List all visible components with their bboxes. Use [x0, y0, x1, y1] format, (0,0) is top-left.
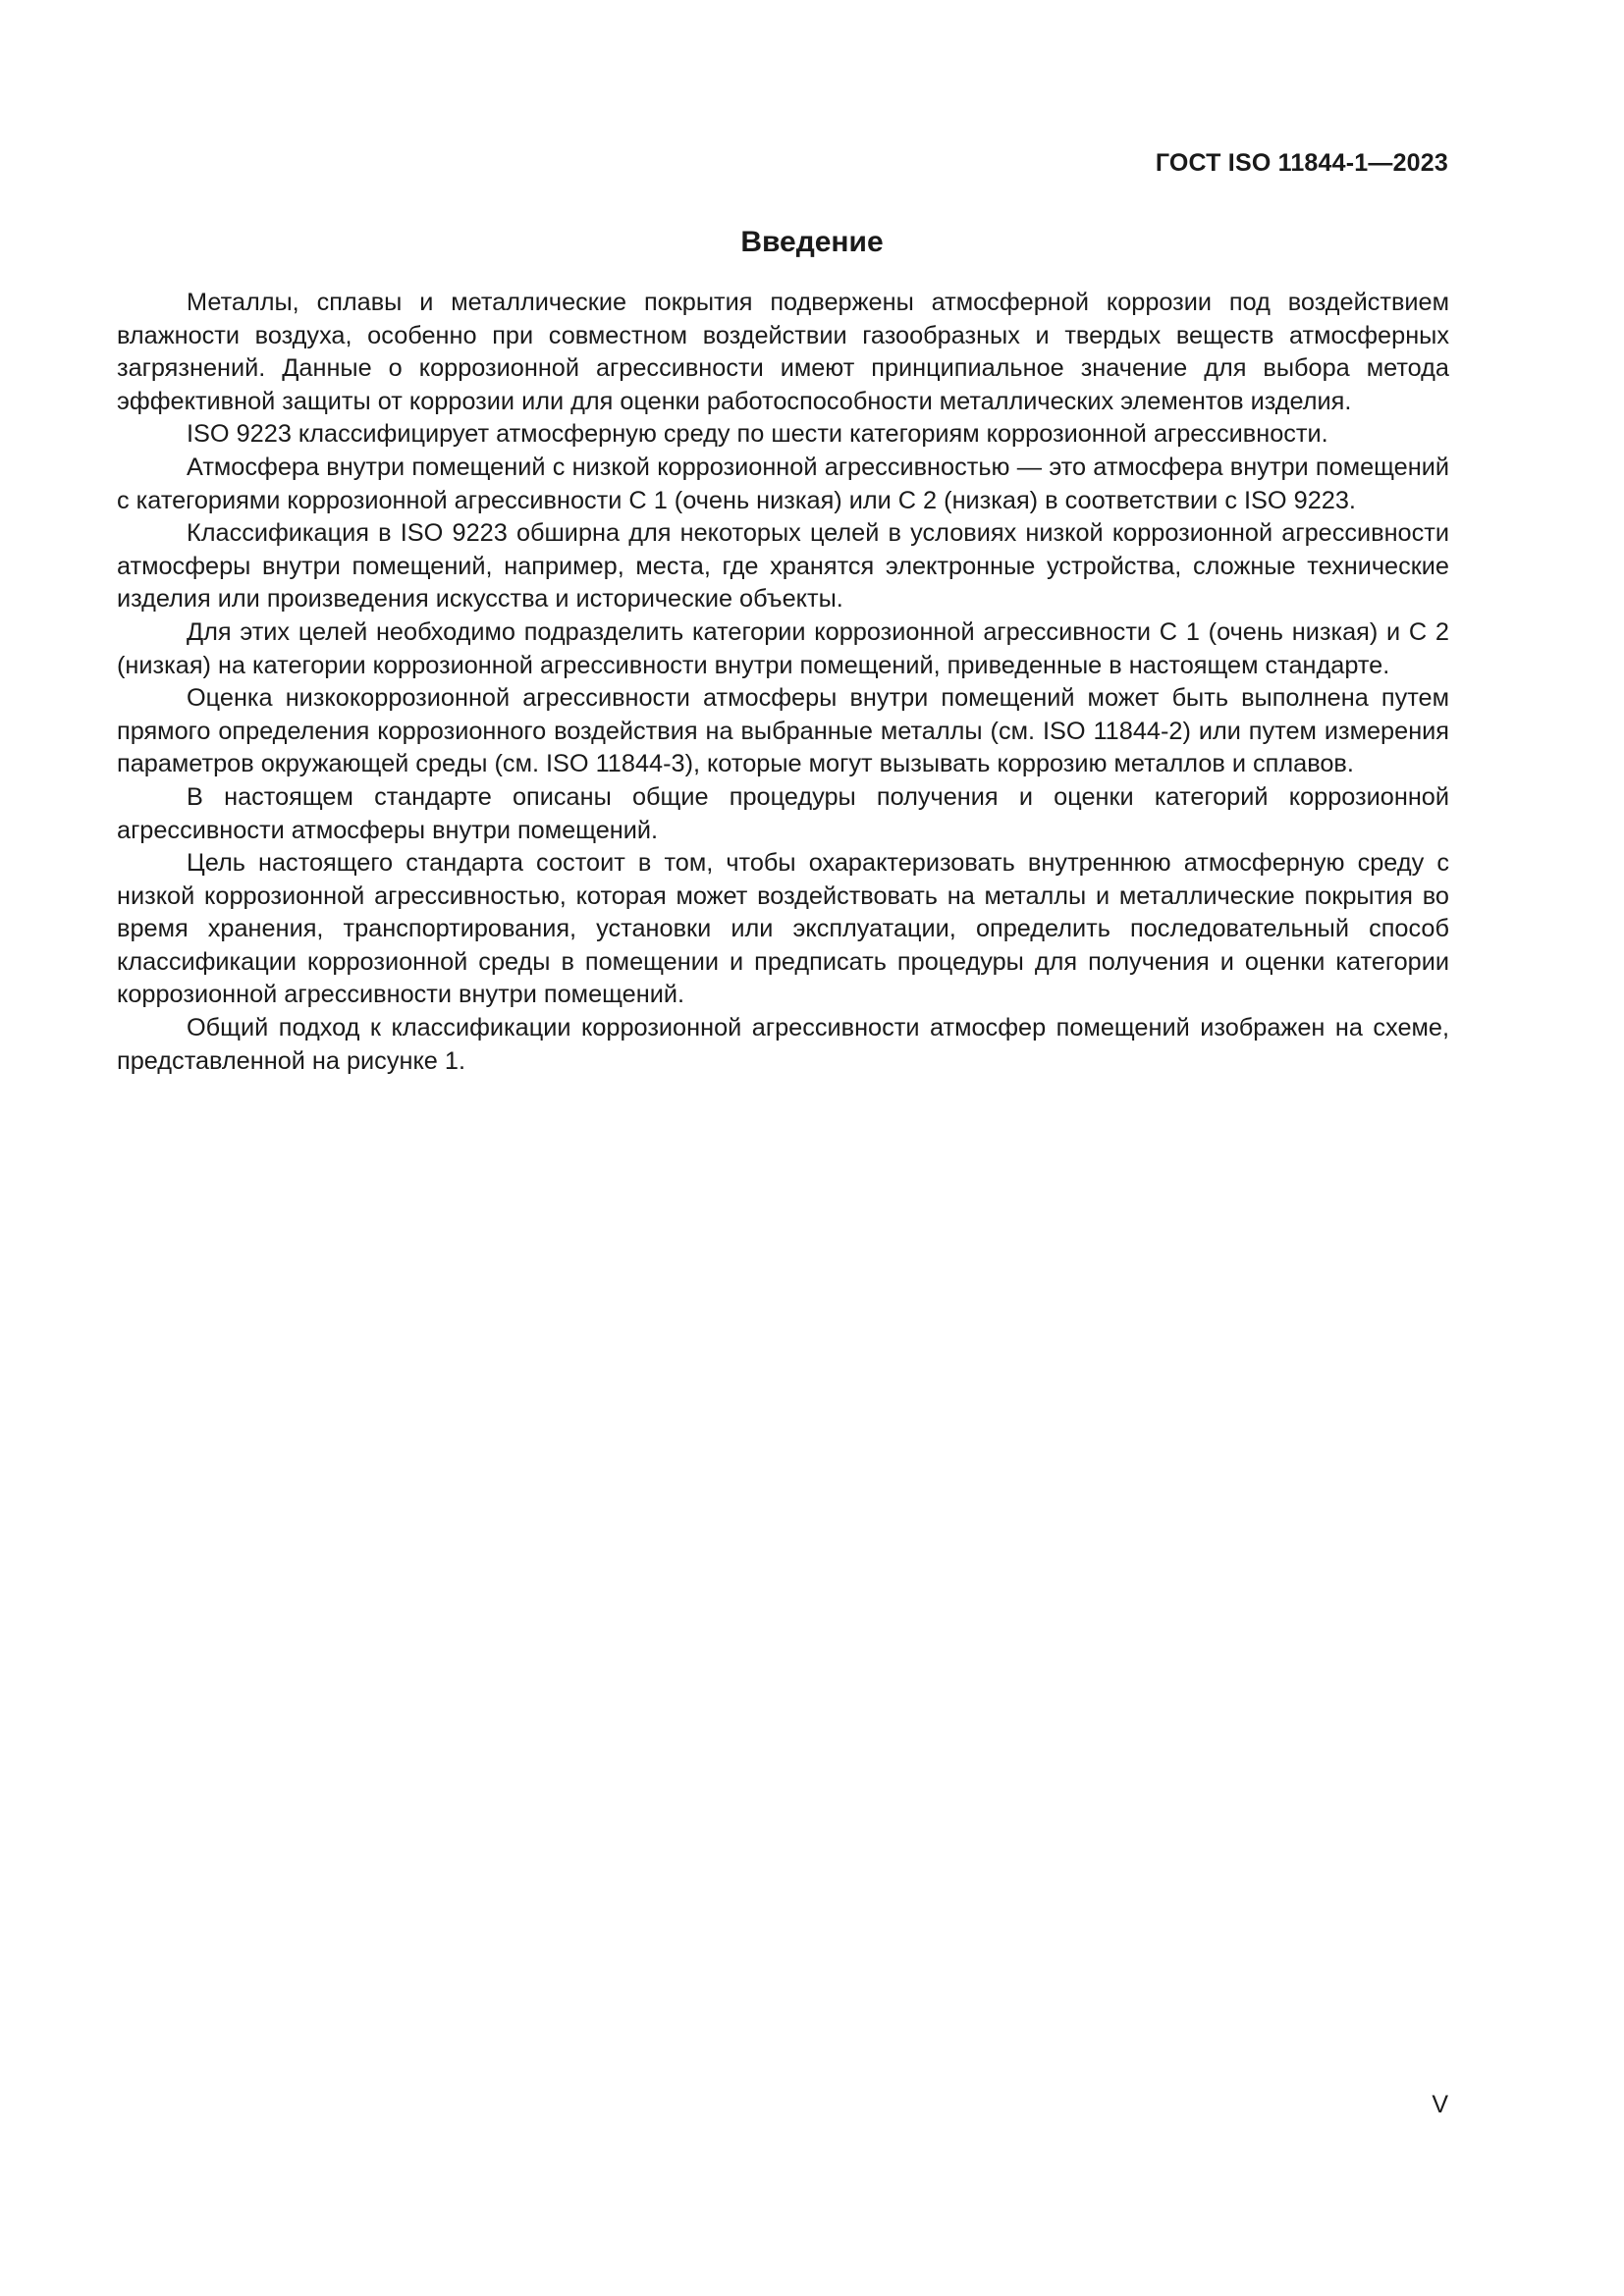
body-text	[117, 287, 1449, 1078]
paragraph: Металлы, сплавы и металлические покрытия подвержены атмосферной коррозии под воздействием влажности воздуха, особенно при совместном воздействии газообразных и твердых веществ атмосферных загрязнений. Данные о коррозионной агрессивности имеют принципиальное значение для выбора метода эффективной защиты от коррозии или для оценки работоспособности металлических элементов изделия.	[117, 289, 1449, 415]
paragraph: Оценка низкокоррозионной агрессивности атмосферы внутри помещений может быть выполнена путем прямого определения коррозионного воздействия на выбранные металлы (см. ISO 11844-2) или путем измерения параметров окружающей среды (см. ISO 11844-3), которые могут вызывать коррозию металлов и сплавов.	[117, 684, 1449, 778]
paragraph: Атмосфера внутри помещений с низкой коррозионной агрессивностью — это атмосфера внутри помещений с категориями коррозионной агрессивности С 1 (очень низкая) или С 2 (низкая) в соответствии с ISO 9223.	[117, 453, 1449, 514]
paragraph: ISO 9223 классифицирует атмосферную среду по шести категориям коррозионной агрессивности.	[187, 420, 1328, 449]
paragraph: Цель настоящего стандарта состоит в том, чтобы охарактеризовать внутреннюю атмосферную среду с низкой коррозионной агрессивностью, которая может воздействовать на металлы и металлические покрытия во время хранения, транспортирования, установки или эксплуатации, определить последовательный способ классификации коррозионной среды в помещении и предписать процедуры для получения и оценки категории коррозионной агрессивности внутри помещений.	[117, 849, 1449, 1009]
paragraph: Классификация в ISO 9223 обширна для некоторых целей в условиях низкой коррозионной агрессивности атмосферы внутри помещений, например, места, где хранятся электронные устройства, сложные технические изделия или произведения искусства и исторические объекты.	[117, 519, 1449, 614]
paragraph: Для этих целей необходимо подразделить категории коррозионной агрессивности С 1 (очень низкая) и С 2 (низкая) на категории коррозионной агрессивности внутри помещений, приведенные в настоящем стандарте.	[117, 617, 1449, 679]
page-number: V	[1432, 2091, 1448, 2118]
section-title: Введение	[740, 226, 884, 258]
paragraph: В настоящем стандарте описаны общие процедуры получения и оценки категорий коррозионной агрессивности атмосферы внутри помещений.	[117, 782, 1449, 844]
document-code: ГОСТ ISO 11844-1—2023	[1155, 149, 1448, 177]
paragraph: Общий подход к классификации коррозионной агрессивности атмосфер помещений изображен на схеме, представленной на рисунке 1.	[117, 1014, 1449, 1075]
